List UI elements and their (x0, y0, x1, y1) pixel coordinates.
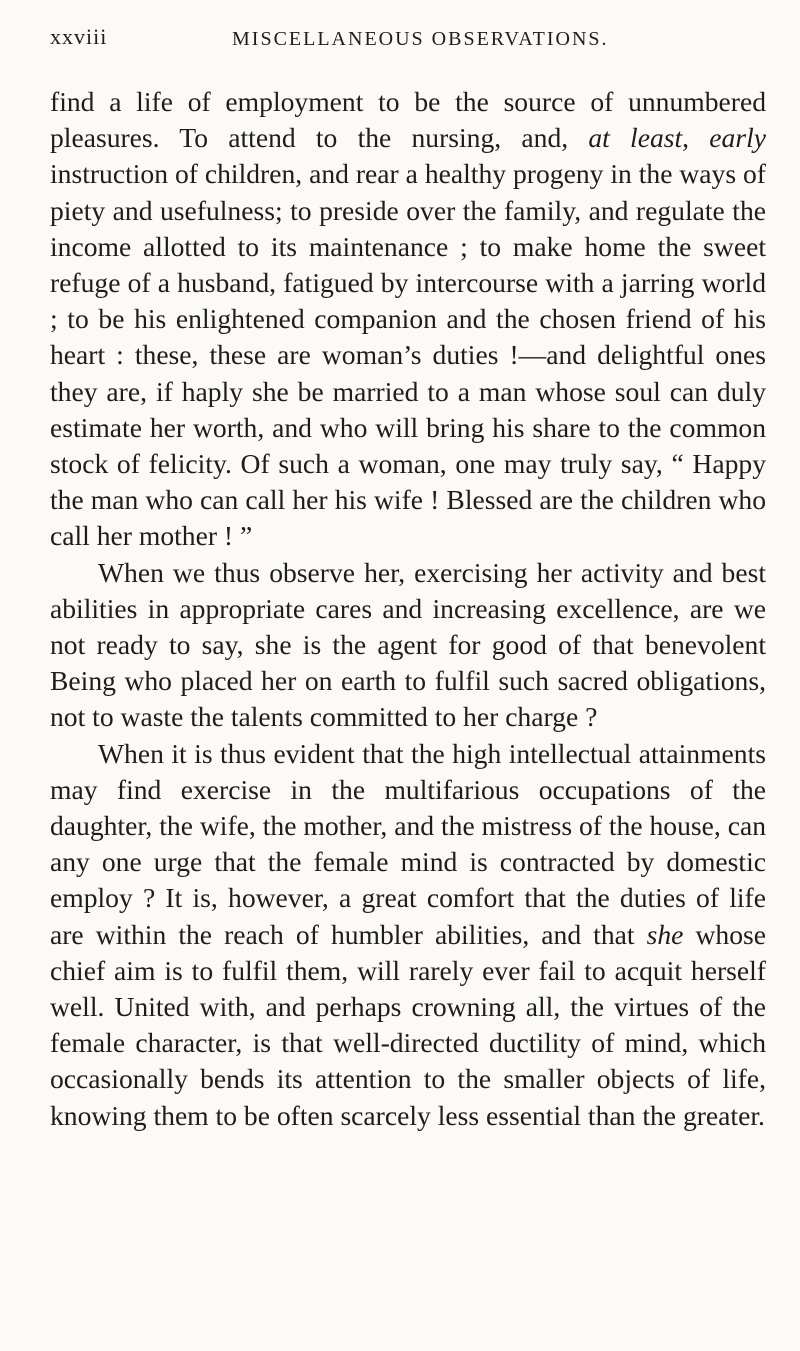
paragraph-3-text-a: When it is thus evident that the high intellectual attainments may find exercise in the multifarious occupations of the daughter, the wife, the mother, and the mistress of the house, can any one urge that the female mind is contracted by domestic employ ? It is, however, a great comfort that the duties of life are within the reach of humbler abilities, and that (50, 737, 766, 950)
paragraph-3-text-b: whose chief aim is to fulfil them, will rarely ever fail to acquit herself well. United with, and perhaps crowning all, the virtues of the female character, is that well-directed ductility of mind, which occasionally bends its attention to the smaller objects of life, knowing them to be often scarcely less essential than the greater. (50, 918, 767, 1131)
book-page (50, 22, 766, 1134)
running-head (50, 22, 766, 62)
body-text (50, 84, 766, 1134)
paragraph-3 (50, 736, 766, 1134)
paragraph-1-text-b: , (682, 122, 710, 154)
running-title: MISCELLANEOUS OBSERVATIONS. (232, 28, 609, 50)
italic-early: early (709, 122, 766, 154)
page-number: xxviii (50, 24, 108, 49)
paragraph-2 (50, 555, 766, 736)
paragraph-1 (50, 84, 766, 555)
paragraph-1-text-a: find a life of employment to be the source of unnumbered pleasures. To attend to the nursing, and, (50, 86, 766, 154)
italic-at-least: at least (588, 122, 683, 154)
italic-she: she (646, 918, 684, 950)
paragraph-1-text-c: instruction of children, and rear a healthy progeny in the ways of piety and usefulness; to preside over the family, and regulate the income allotted to its maintenance ; to make home the sweet refuge of a husband, fatigued by intercourse with a jarring world ; to be his enlightened companion and the chosen friend of his heart : these, these are woman’s duties !—and delightful ones they are, if haply she be married to a man whose soul can duly estimate her worth, and who will bring his share to the common stock of felicity. Of such a woman, one may truly say, “ Happy the man who can call her his wife ! Blessed are the children who call her mother ! ” (50, 158, 766, 552)
paragraph-2-text: When we thus observe her, exercising her activity and best abilities in appropriate cares and increasing excellence, are we not ready to say, she is the agent for good of that benevolent Being who placed her on earth to fulfil such sacred obligations, not to waste the talents committed to her charge ? (50, 556, 766, 733)
